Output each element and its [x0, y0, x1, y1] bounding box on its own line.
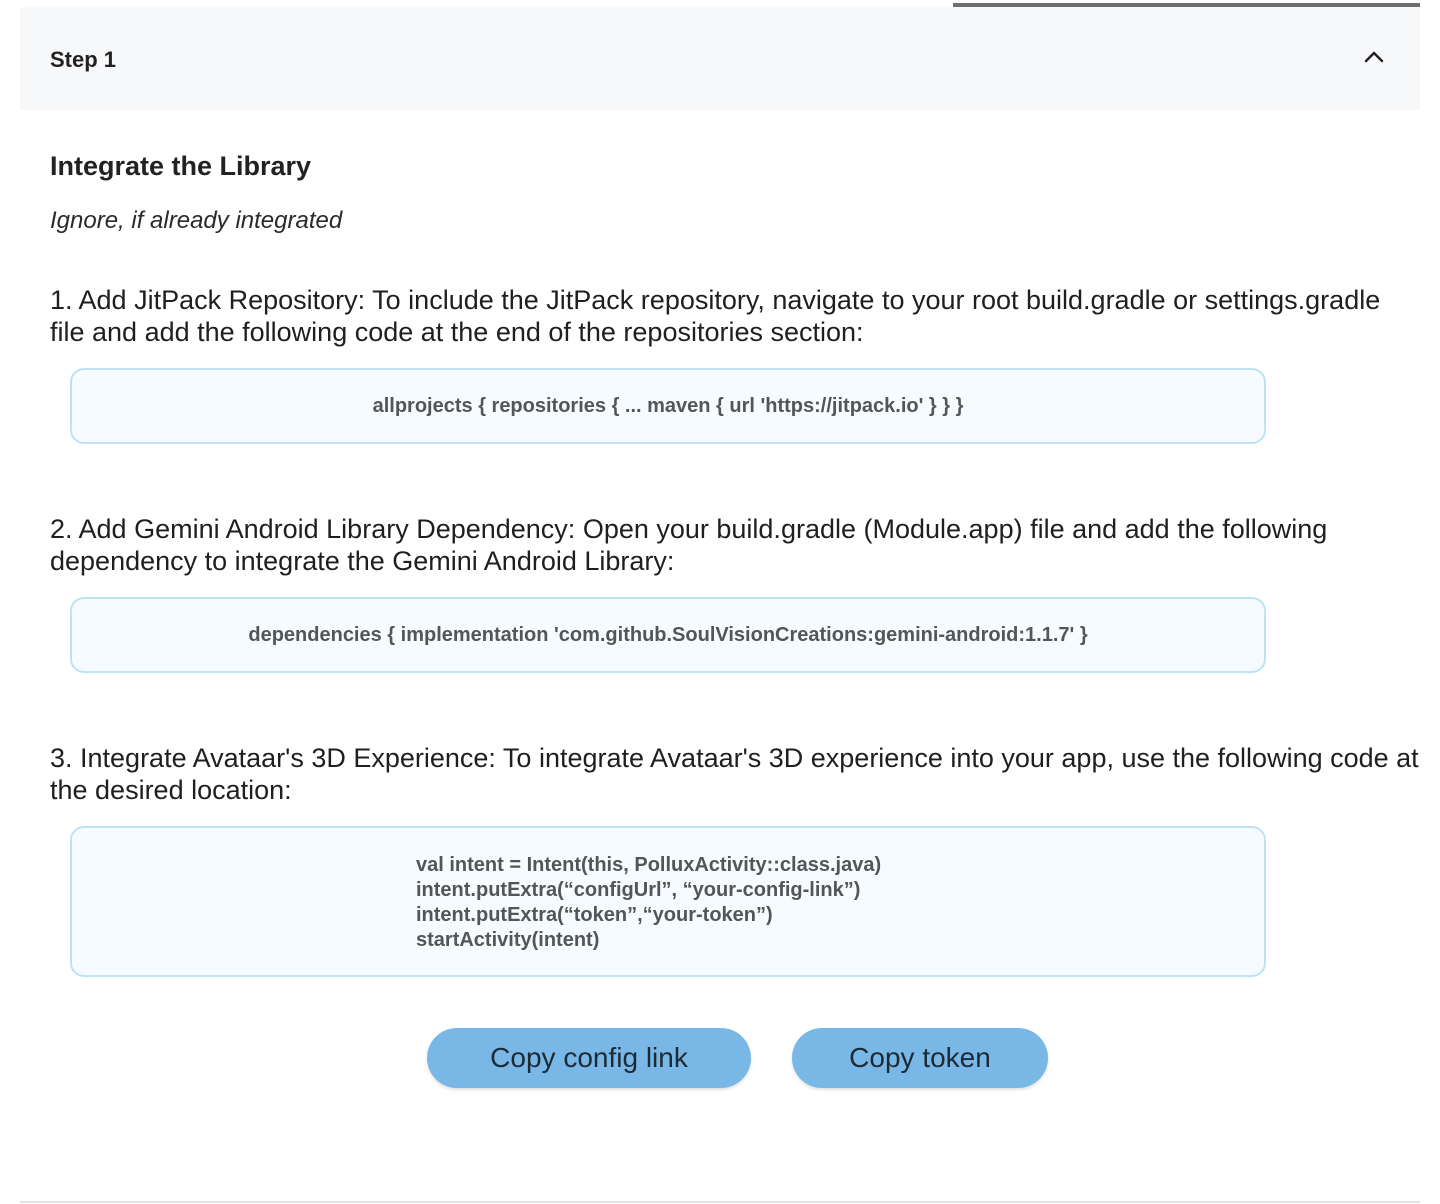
step-accordion — [20, 7, 1420, 1202]
chevron-up-icon[interactable] — [1362, 45, 1386, 69]
section-subtitle: Ignore, if already integrated — [50, 207, 343, 234]
code-text: dependencies { implementation 'com.github.SoulVisionCreations:gemini-android:1.1.7' } — [248, 623, 1088, 646]
code-line: intent.putExtra(“configUrl”, “your-config-link”) — [416, 879, 861, 901]
step-2-instruction: 2. Add Gemini Android Library Dependency: Open your build.gradle (Module.app) file and add the following dependency to integrate the Gemini Android Library: — [50, 514, 1328, 576]
code-text: allprojects { repositories { ... maven { url 'https://jitpack.io' } } } — [372, 394, 964, 417]
code-block-dependency[interactable] — [70, 597, 1266, 673]
step-label: Step 1 — [50, 47, 117, 72]
copy-config-link-button[interactable]: Copy config link — [427, 1028, 751, 1088]
section-title: Integrate the Library — [50, 151, 312, 181]
code-line: intent.putExtra(“token”,“your-token”) — [416, 904, 773, 926]
copy-token-button[interactable]: Copy token — [792, 1028, 1048, 1088]
code-block-jitpack[interactable] — [70, 368, 1266, 444]
code-line: startActivity(intent) — [416, 929, 600, 951]
code-lines — [416, 853, 881, 953]
code-block-intent[interactable] — [70, 826, 1266, 977]
code-line: val intent = Intent(this, PolluxActivity::class.java) — [416, 854, 882, 876]
step-3-instruction: 3. Integrate Avataar's 3D Experience: To integrate Avataar's 3D experience into your app, use the following code at the desired location: — [50, 743, 1419, 805]
step-1-instruction: 1. Add JitPack Repository: To include the JitPack repository, navigate to your root build.gradle or settings.gradle file and add the following code at the end of the repositories section: — [50, 285, 1381, 347]
accordion-header[interactable] — [20, 7, 1420, 110]
divider — [20, 1201, 1420, 1203]
